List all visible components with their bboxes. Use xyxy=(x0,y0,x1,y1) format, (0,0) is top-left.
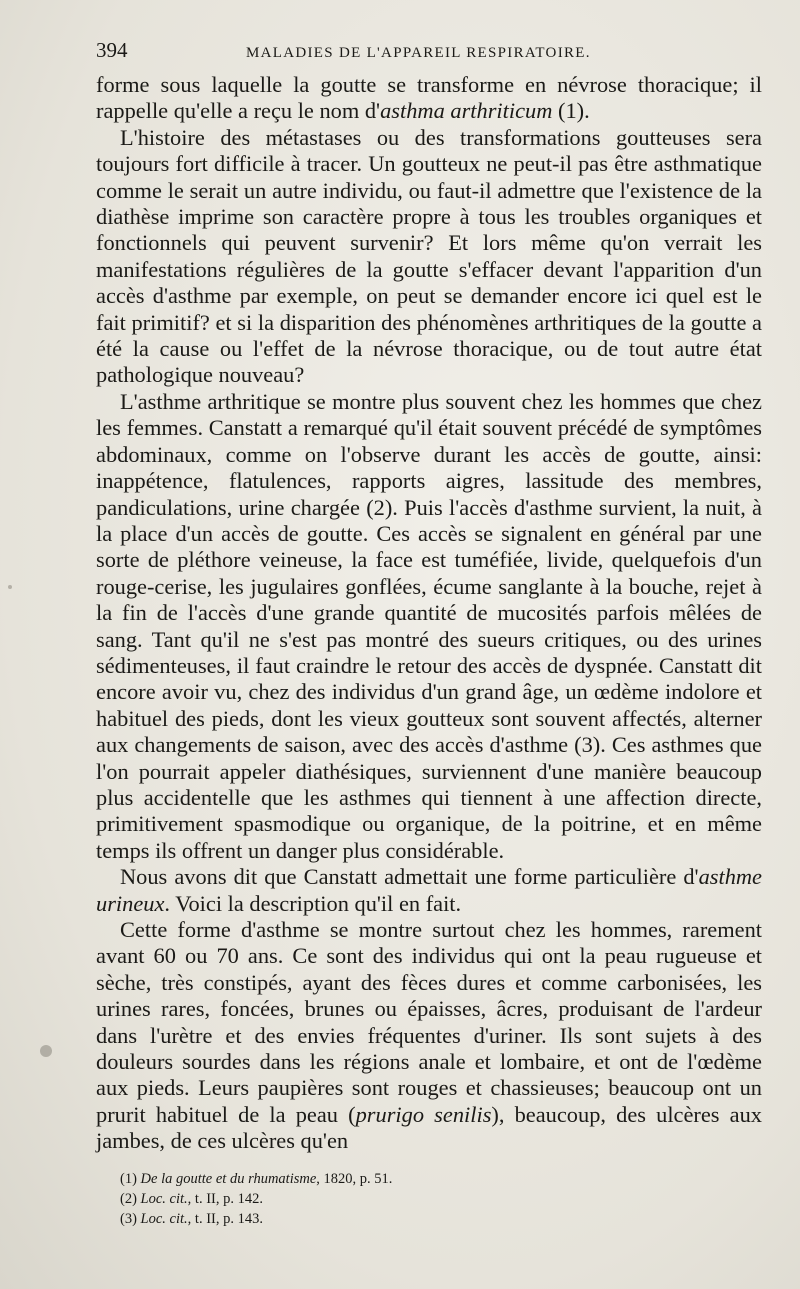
footnote-2-rest: , t. II, p. 142. xyxy=(187,1190,263,1207)
footnote-1-rest: , 1820, p. 51. xyxy=(316,1170,393,1187)
footnote-3 xyxy=(120,1209,762,1229)
running-title: MALADIES DE L'APPAREIL RESPIRATOIRE. xyxy=(246,45,591,61)
paragraph-5 xyxy=(96,917,762,1155)
paragraph-5-text-c: ), beaucoup, des ulcères aux jambes, de ces ulcères qu'en xyxy=(96,1101,762,1154)
footnote-3-ref: Loc. cit. xyxy=(140,1210,188,1227)
body-text xyxy=(96,72,762,1155)
paragraph-4-text-a: Nous avons dit que Canstatt admettait une forme particulière d' xyxy=(120,864,699,890)
paragraph-3: L'asthme arthritique se montre plus souvent chez les hommes que chez les femmes. Canstatt a remarqué qu'il était souvent précédé de symptômes abdominaux, comme on l'observe durant les accès de goutte, ainsi: inappétence, flatulences, rapports aigres, lassitude des membres, pandiculations, urine chargée (2). Puis l'accès d'asthme survient, la nuit, à la place d'un accès de goutte. Ces accès se signalent en général par une sorte de pléthore veineuse, la face est tuméfiée, livide, quelquefois d'un rouge-cerise, les jugulaires gonflées, écume sanglante à la bouche, rejet à la fin de l'accès d'une grande quantité de mucosités parfois mêlées de sang. Tant qu'il ne s'est pas montré des sueurs critiques, ou des urines sédimenteuses, il faut craindre le retour des accès de dyspnée. Canstatt dit encore avoir vu, chez des individus d'un grand âge, un œdème indolore et habituel des pieds, dont les vieux goutteux sont souvent affectés, alterner aux changements de saison, avec des accès d'asthme (3). Ces asthmes que l'on pourrait appeler diathésiques, surviennent d'une manière beaucoup plus accidentelle que les asthmes qui tiennent à une affection directe, primitivement spasmodique ou organique, de la poitrine, et en même temps ils offrent un danger plus considérable. xyxy=(96,388,762,863)
paper-speck xyxy=(40,1045,52,1057)
footnote-3-mark: (3) xyxy=(120,1210,137,1227)
footnote-1 xyxy=(120,1169,762,1189)
paper-speck xyxy=(8,585,12,589)
paragraph-2: L'histoire des métastases ou des transformations goutteuses sera toujours fort difficile à tracer. Un goutteux ne peut-il pas être asthmatique comme le serait un autre individu, ou faut-il admettre que l'existence de la diathèse imprime son caractère propre à tous les troubles organiques et fonctionnels qui peuvent survenir? Et lors même qu'on verrait les manifestations régulières de la goutte s'effacer devant l'apparition d'un accès d'asthme par exemple, on peut se demander encore ici quel est le fait primitif? et si la disparition des phénomènes arthritiques de la goutte a été la cause ou l'effet de la névrose thoracique, ou de tout autre état pathologique nouveau? xyxy=(96,124,762,388)
page-number: 394 xyxy=(96,38,128,62)
paragraph-1 xyxy=(96,72,762,125)
paragraph-1-text-c: (1). xyxy=(552,98,590,124)
footnote-1-mark: (1) xyxy=(120,1170,137,1187)
paragraph-1-italic: asthma arthriticum xyxy=(380,98,553,124)
footnote-2 xyxy=(120,1189,762,1209)
paragraph-4 xyxy=(96,864,762,917)
paragraph-5-italic: prurigo senilis xyxy=(355,1101,492,1127)
paragraph-5-text-a: Cette forme d'asthme se montre surtout chez les hommes, rarement avant 60 ou 70 ans. Ce sont des individus qui ont la peau rugueuse et sèche, très constipés, ayant des fèces dures et comme carbonisées, les urines rares, foncées, brunes ou épaisses, âcres, produisant de l'ardeur dans l'urètre et des envies fréquentes d'uriner. Ils sont sujets à des douleurs sourdes dans les régions anale et lombaire, et ont de l'œdème aux pieds. Leurs paupières sont rouges et chassieuses; beaucoup ont un prurit habituel de la peau ( xyxy=(96,917,762,1127)
footnote-2-ref: Loc. cit. xyxy=(140,1190,188,1207)
footnote-3-rest: , t. II, p. 143. xyxy=(187,1210,263,1227)
footnotes xyxy=(96,1169,762,1229)
paragraph-1-text-a: forme sous laquelle la goutte se transforme en névrose thoracique; il rappelle qu'elle a reçu le nom d' xyxy=(96,72,762,124)
paragraph-4-italic: asthme urineux xyxy=(96,864,762,916)
paragraph-4-text-c: . Voici la description qu'il en fait. xyxy=(164,890,462,916)
running-head xyxy=(96,38,762,70)
footnote-2-mark: (2) xyxy=(120,1190,137,1207)
footnote-1-ref: De la goutte et du rhumatisme xyxy=(140,1170,317,1187)
